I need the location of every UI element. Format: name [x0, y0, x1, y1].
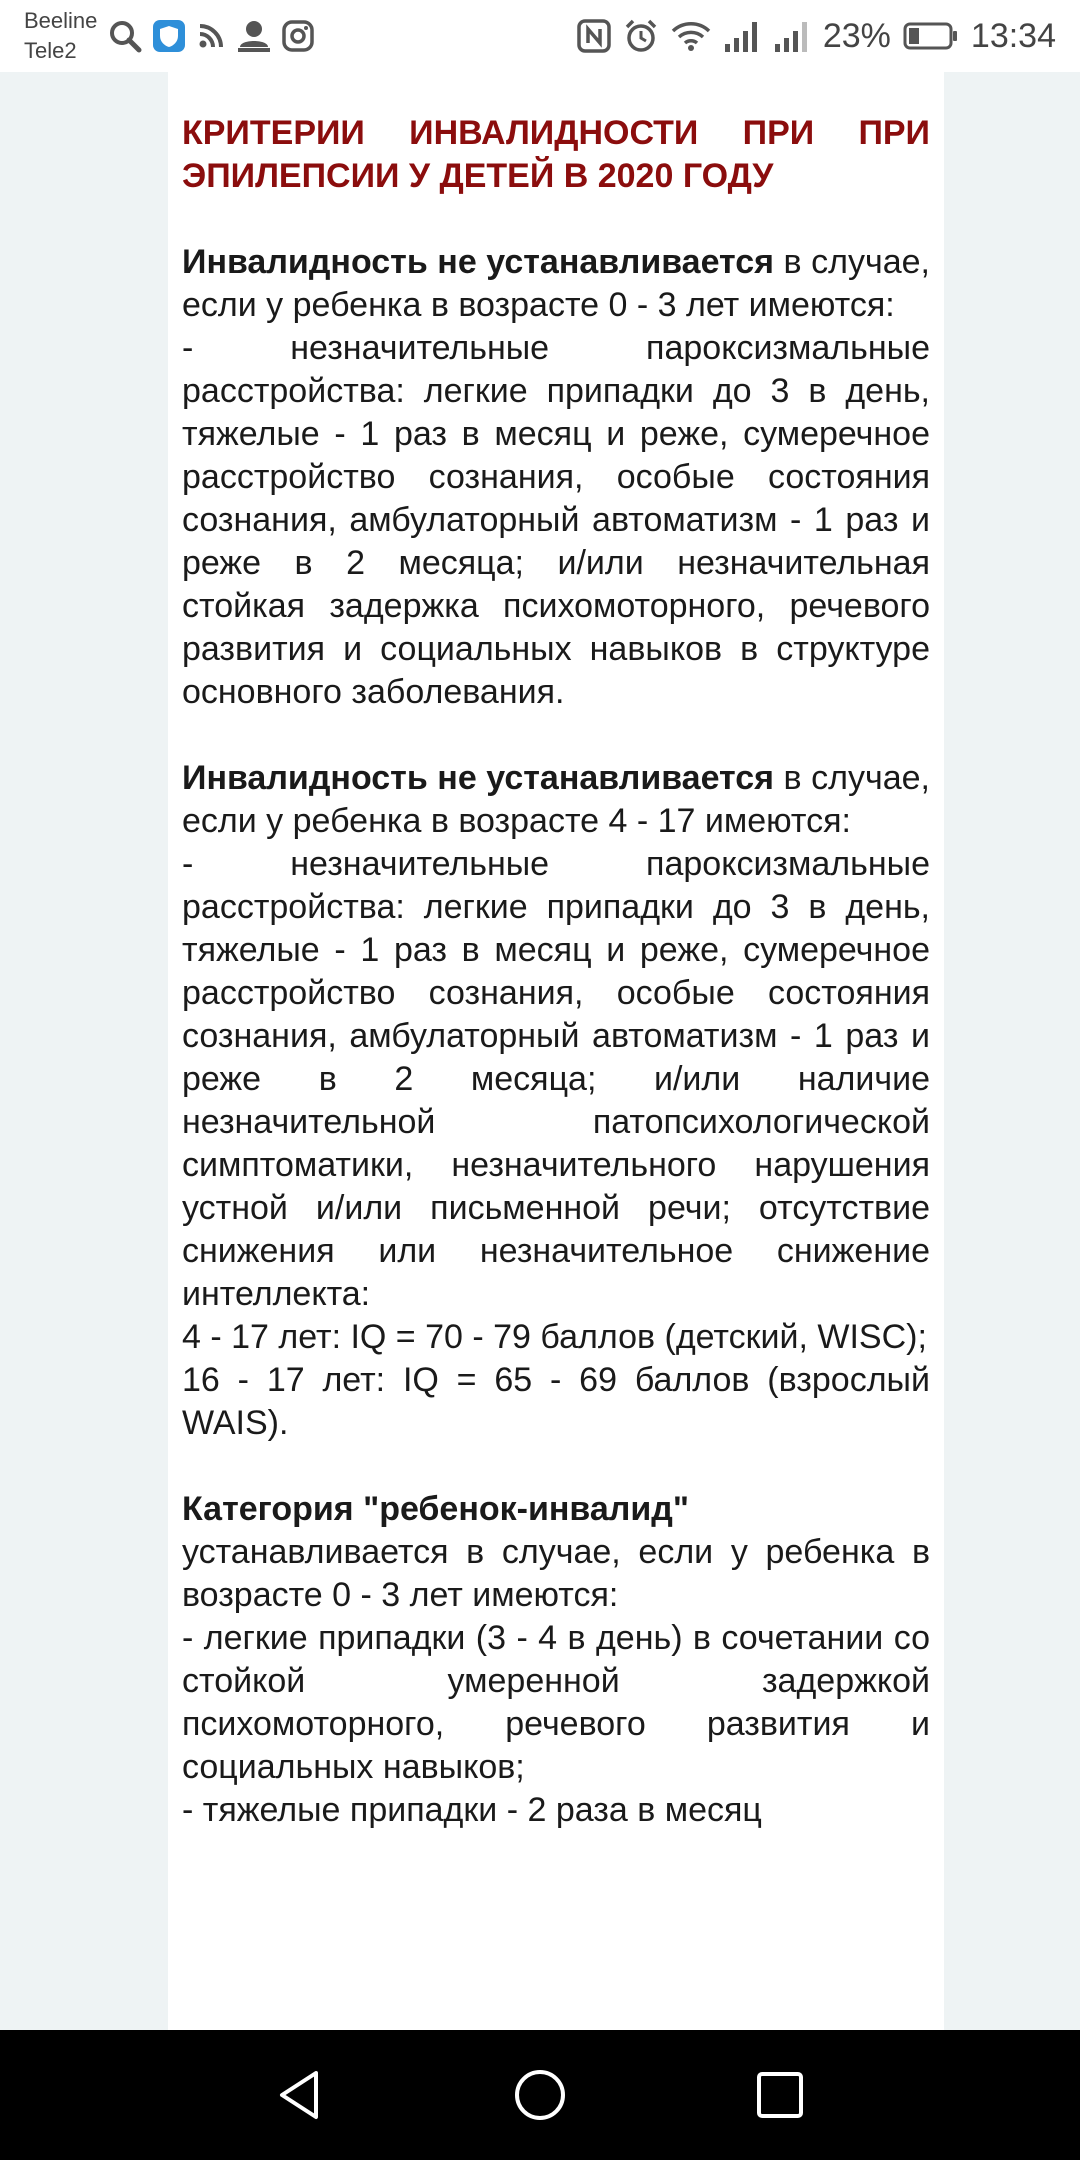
alarm-icon [623, 18, 659, 54]
rss-icon [196, 21, 226, 51]
shield-icon [152, 19, 186, 53]
article-title: КРИТЕРИИ ИНВАЛИДНОСТИ ПРИ ПРИ ЭПИЛЕПСИИ У ДЕТЕЙ В 2020 ГОДУ [182, 114, 930, 195]
section-no-disability-0-3 [182, 241, 930, 714]
recents-button[interactable] [710, 2030, 850, 2160]
section-disabled-child [182, 1488, 930, 1832]
signal-icon [723, 20, 761, 52]
home-button[interactable] [470, 2030, 610, 2160]
browser-page[interactable] [0, 72, 1080, 2030]
notification-icons [108, 14, 314, 58]
home-icon [512, 2067, 568, 2123]
nfc-icon [577, 19, 611, 53]
instagram-icon [282, 20, 314, 52]
article-body [168, 72, 944, 1832]
battery-icon [903, 21, 959, 51]
carrier-1: Beeline [24, 8, 98, 33]
section-lead: Инвалидность не устанавливается [182, 759, 774, 797]
navigation-bar [0, 2030, 1080, 2160]
section-intro [182, 757, 930, 843]
list-item: - незначительные пароксизмальные расстройства: легкие припадки до 3 в день, тяжелые - 1 раз в месяц и реже, сумеречное расстройство сознания, особые состояния сознания, амбулаторный автоматизм - 1 раз и реже в 2 месяца; и/или наличие незначительной патопсихологической симптоматики, незначительного нарушения устной и/или письменной речи; отсутствие снижения или незначительное снижение интеллекта: [182, 845, 930, 1313]
section-lead: Категория "ребенок-инвалид" [182, 1490, 689, 1528]
recents-icon [752, 2067, 808, 2123]
wifi-icon [671, 19, 711, 53]
section-intro [182, 241, 930, 327]
carrier-2: Tele2 [24, 38, 77, 63]
status-bar [0, 0, 1080, 72]
section-intro-text: в случае, если у ребенка в возрасте 0 - 3 лет имеются: [182, 243, 930, 324]
user-icon [236, 19, 272, 53]
section-intro-text: в случае, если у ребенка в возрасте 4 - 17 имеются: [182, 759, 930, 840]
clock: 13:34 [970, 16, 1056, 55]
search-icon [108, 19, 142, 53]
section-lead: Инвалидность не устанавливается [182, 243, 774, 281]
list-item: - незначительные пароксизмальные расстройства: легкие припадки до 3 в день, тяжелые - 1 раз в месяц и реже, сумеречное расстройство сознания, особые состояния сознания, амбулаторный автоматизм - 1 раз и реже в 2 месяца; и/или незначительная стойкая задержка психомоторного, речевого развития и социальных навыков в структуре основного заболевания. [182, 329, 930, 711]
article-column [168, 72, 944, 2030]
carrier-names [24, 6, 97, 66]
list-item: - легкие припадки (3 - 4 в день) в сочетании со стойкой умеренной задержкой психомоторного, речевого развития и социальных навыков; [182, 1619, 930, 1786]
iq-line-1: 4 - 17 лет: IQ = 70 - 79 баллов (детский, WISC); [182, 1318, 927, 1356]
battery-percent: 23% [822, 16, 891, 55]
list-item: - тяжелые припадки - 2 раза в месяц [182, 1791, 762, 1829]
iq-line-2: 16 - 17 лет: IQ = 65 - 69 баллов (взрослый WAIS). [182, 1361, 930, 1442]
section-intro-text: устанавливается в случае, если у ребенка в возрасте 0 - 3 лет имеются: [182, 1533, 930, 1614]
section-no-disability-4-17 [182, 757, 930, 1445]
back-icon [272, 2067, 328, 2123]
back-button[interactable] [230, 2030, 370, 2160]
system-status [577, 14, 1056, 58]
signal-icon-2 [773, 20, 811, 52]
